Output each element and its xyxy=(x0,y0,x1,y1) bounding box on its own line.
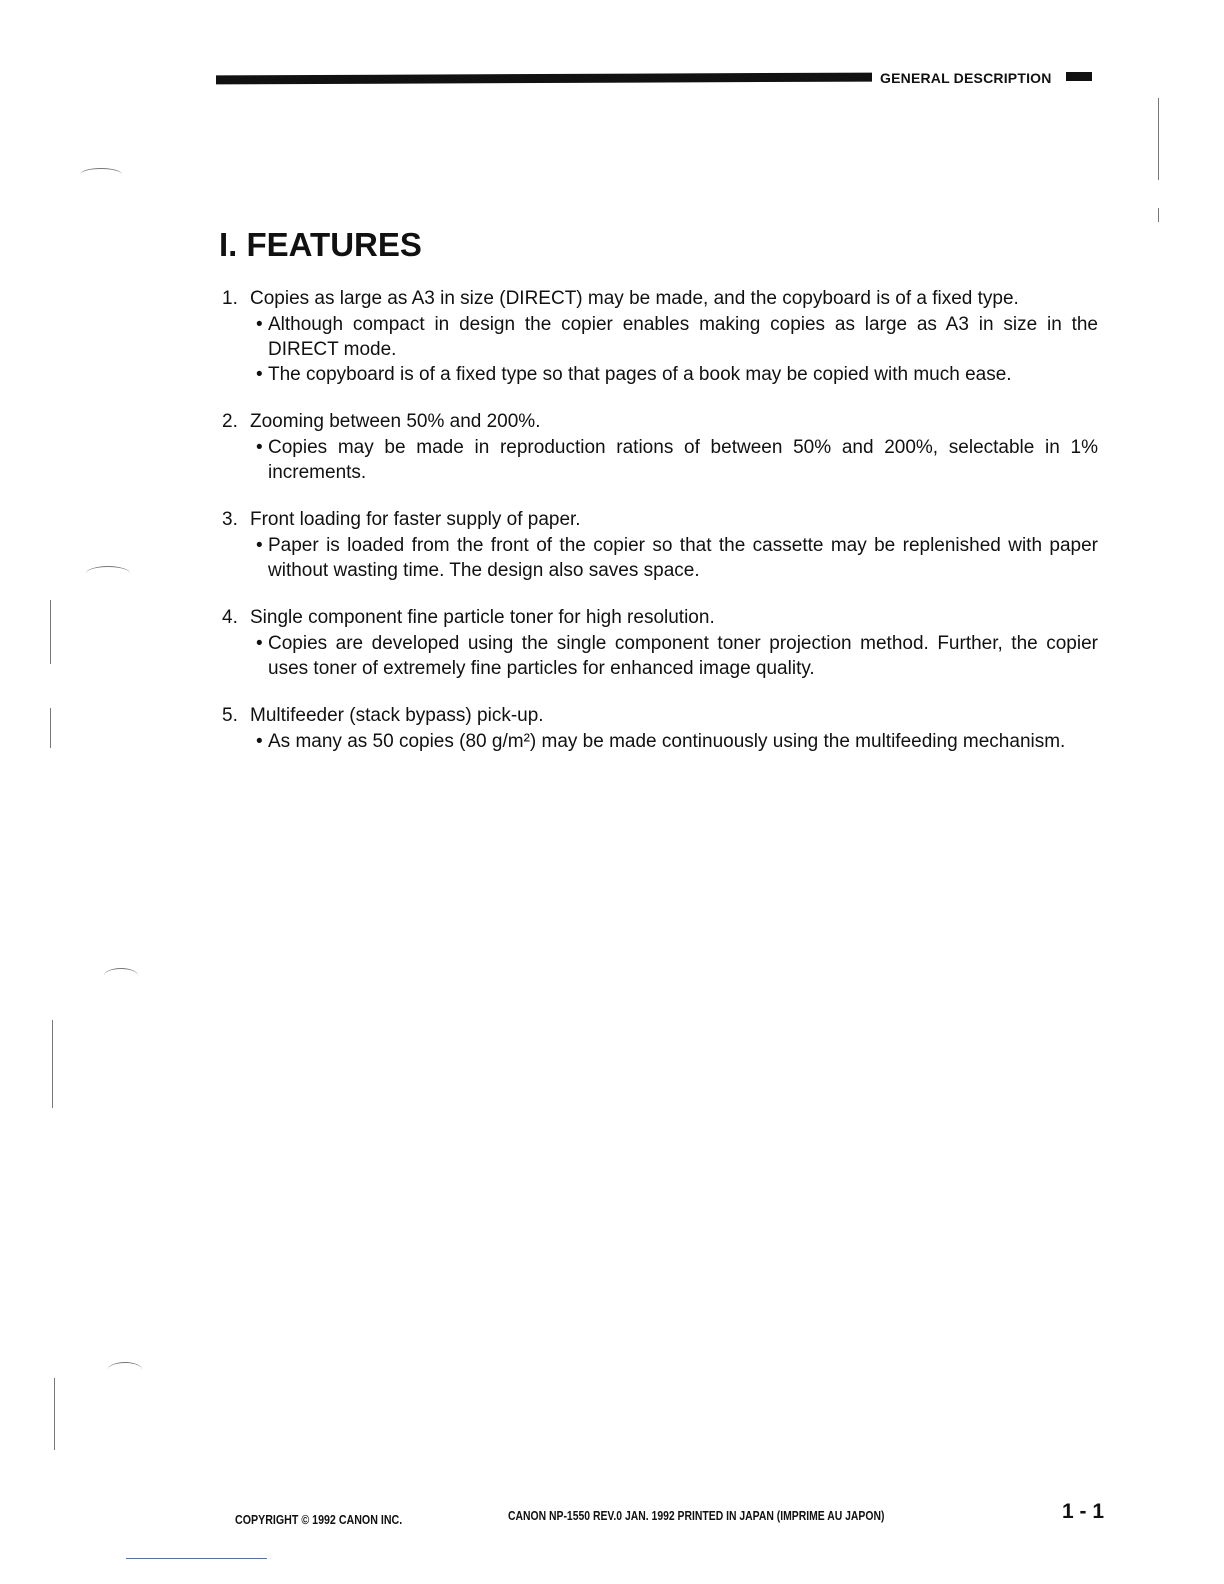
bullet-icon: • xyxy=(256,633,263,654)
scan-edge-line xyxy=(54,1378,55,1450)
bullet-icon: • xyxy=(256,437,263,458)
feature-item xyxy=(220,409,1098,485)
scan-edge-line xyxy=(1158,98,1159,180)
footer-edition: CANON NP-1550 REV.0 JAN. 1992 PRINTED IN JAPAN (IMPRIME AU JAPON) xyxy=(508,1508,885,1523)
bullet-icon: • xyxy=(256,535,263,556)
feature-detail-text: The copyboard is of a fixed type so that pages of a book may be copied with much ease. xyxy=(268,364,1012,385)
scan-edge-line xyxy=(50,600,51,664)
feature-heading: Multifeeder (stack bypass) pick-up. xyxy=(250,705,544,726)
feature-heading: Front loading for faster supply of paper. xyxy=(250,509,581,530)
footer-copyright: COPYRIGHT © 1992 CANON INC. xyxy=(235,1512,403,1527)
bullet-icon: • xyxy=(256,731,263,752)
feature-heading: Zooming between 50% and 200%. xyxy=(250,411,541,432)
feature-detail xyxy=(256,362,1098,387)
feature-item xyxy=(220,703,1098,754)
scan-edge-line xyxy=(1158,208,1159,222)
feature-detail xyxy=(256,312,1098,362)
scan-edge-line xyxy=(52,1020,53,1108)
features-list xyxy=(220,286,1098,776)
binder-hole-mark xyxy=(80,168,122,181)
binder-hole-mark xyxy=(104,968,138,983)
bullet-icon: • xyxy=(256,314,263,335)
feature-item xyxy=(220,605,1098,681)
feature-number: 4. xyxy=(222,607,238,628)
feature-detail xyxy=(256,729,1098,754)
feature-number: 2. xyxy=(222,411,238,432)
feature-number: 5. xyxy=(222,705,238,726)
header-rule xyxy=(216,73,872,85)
bullet-icon: • xyxy=(256,364,263,385)
header-end-block xyxy=(1066,72,1092,81)
feature-heading: Copies as large as A3 in size (DIRECT) may be made, and the copyboard is of a fixed type. xyxy=(250,288,1019,309)
page-number: 1 - 1 xyxy=(1062,1500,1105,1523)
feature-detail xyxy=(256,435,1098,485)
feature-detail-text: Paper is loaded from the front of the copier so that the cassette may be replenished with paper without wasting time. The design also saves space. xyxy=(268,535,1098,581)
feature-heading: Single component fine particle toner for high resolution. xyxy=(250,607,715,628)
feature-item xyxy=(220,286,1098,387)
scan-edge-line xyxy=(50,708,51,748)
feature-detail-text: Copies may be made in reproduction rations of between 50% and 200%, selectable in 1% increments. xyxy=(268,437,1098,483)
feature-detail-text: Although compact in design the copier enables making copies as large as A3 in size in the DIRECT mode. xyxy=(268,314,1098,360)
feature-detail xyxy=(256,631,1098,681)
feature-detail-text: As many as 50 copies (80 g/m²) may be made continuously using the multifeeding mechanism. xyxy=(268,731,1066,752)
feature-detail-text: Copies are developed using the single component toner projection method. Further, the copier uses toner of extremely fine particles for enhanced image quality. xyxy=(268,633,1098,679)
feature-number: 3. xyxy=(222,509,238,530)
section-title: I. FEATURES xyxy=(219,226,422,263)
feature-item xyxy=(220,507,1098,583)
scan-bottom-line xyxy=(126,1558,267,1559)
header-title: GENERAL DESCRIPTION xyxy=(880,70,1052,86)
feature-detail xyxy=(256,533,1098,583)
feature-number: 1. xyxy=(222,288,238,309)
binder-hole-mark xyxy=(108,1362,142,1377)
binder-hole-mark xyxy=(86,566,130,581)
